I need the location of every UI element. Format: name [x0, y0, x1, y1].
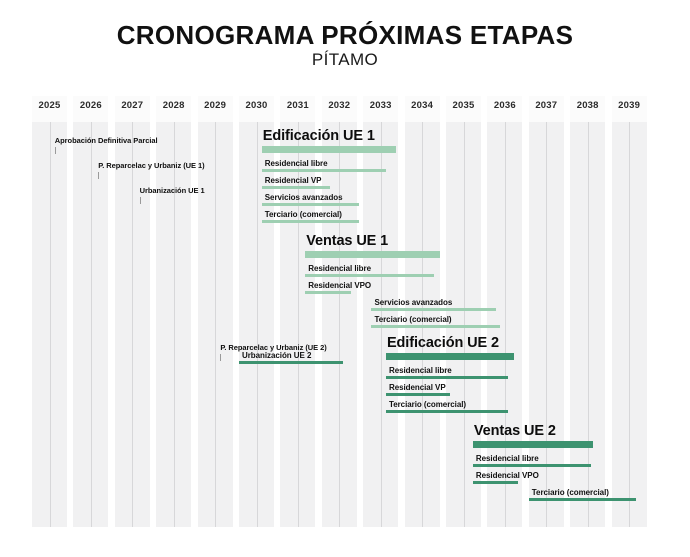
year-gridline [91, 122, 92, 527]
page-title: CRONOGRAMA PRÓXIMAS ETAPAS [116, 20, 574, 50]
task-label-1-3: Terciario (comercial) [374, 315, 452, 324]
task-label-2-0: Residencial libre [388, 366, 452, 375]
year-label-2025: 2025 [38, 100, 61, 111]
task-bar-0-2 [262, 203, 359, 206]
year-label-2032: 2032 [328, 100, 351, 111]
group-bar-3 [473, 441, 593, 448]
task-bar-3-0 [473, 464, 591, 467]
task-bar-0-3 [262, 220, 359, 223]
task-label-3-1: Residencial VPO [475, 471, 539, 480]
task-bar-1-2 [371, 308, 495, 311]
milestone-marker-2 [140, 197, 141, 204]
group-bar-0 [262, 146, 397, 153]
year-gridline [339, 122, 340, 527]
task-bar-0-0 [262, 169, 386, 172]
group-bar-1 [305, 251, 440, 258]
year-label-2039: 2039 [618, 100, 641, 111]
task-bar-0-1 [262, 186, 330, 189]
task-bar-3-1 [473, 481, 519, 484]
task-label-1-2: Servicios avanzados [374, 298, 453, 307]
task-label-2-1: Residencial VP [388, 383, 446, 392]
page-subtitle: PÍTAMO [311, 50, 379, 69]
year-label-2026: 2026 [79, 100, 102, 111]
task-label-0-0: Residencial libre [264, 159, 328, 168]
task-label-3-2: Terciario (comercial) [531, 488, 609, 497]
task-label-2-2: Terciario (comercial) [388, 400, 467, 409]
task-label-ue2-urb: Urbanización UE 2 [242, 351, 312, 360]
group-title-2: Edificación UE 2 [386, 335, 499, 351]
group-title-1: Ventas UE 1 [306, 233, 389, 249]
task-bar-2-2 [386, 410, 508, 413]
group-bar-2 [386, 353, 514, 360]
year-label-2036: 2036 [493, 100, 516, 111]
year-gridline [215, 122, 216, 527]
year-label-2027: 2027 [121, 100, 144, 111]
year-label-2037: 2037 [535, 100, 558, 111]
milestone-marker-3 [220, 354, 221, 361]
year-label-2033: 2033 [369, 100, 392, 111]
year-label-2035: 2035 [452, 100, 475, 111]
year-label-2029: 2029 [204, 100, 227, 111]
year-label-2034: 2034 [411, 100, 434, 111]
year-label-2038: 2038 [576, 100, 599, 111]
task-label-0-1: Residencial VP [264, 176, 322, 185]
milestone-label-2: Urbanización UE 1 [139, 186, 205, 195]
year-gridline [50, 122, 51, 527]
task-label-1-0: Residencial libre [308, 264, 371, 273]
group-title-0: Edificación UE 1 [262, 128, 375, 144]
task-bar-1-1 [305, 291, 351, 294]
year-label-2028: 2028 [162, 100, 185, 111]
year-label-2031: 2031 [286, 100, 309, 111]
year-gridline [257, 122, 258, 527]
year-gridline [132, 122, 133, 527]
task-label-1-1: Residencial VPO [308, 281, 372, 290]
task-bar-1-0 [305, 274, 433, 277]
task-label-3-0: Residencial libre [475, 454, 539, 463]
task-bar-3-2 [529, 498, 637, 501]
group-title-3: Ventas UE 2 [473, 423, 556, 439]
milestone-label-0: Aprobación Definitiva Parcial [54, 136, 158, 145]
milestone-marker-1 [98, 172, 99, 179]
task-label-0-3: Terciario (comercial) [264, 210, 342, 219]
task-bar-2-1 [386, 393, 450, 396]
year-gridline [629, 122, 630, 527]
task-bar-2-0 [386, 376, 508, 379]
task-bar-ue2-urb [239, 361, 343, 364]
milestone-label-3: P. Reparcelac y Urbaniz (UE 2) [220, 343, 327, 352]
year-gridline [174, 122, 175, 527]
milestone-label-1: P. Reparcelac y Urbaniz (UE 1) [98, 161, 205, 170]
milestone-marker-0 [55, 147, 56, 154]
year-label-2030: 2030 [245, 100, 268, 111]
task-label-0-2: Servicios avanzados [264, 193, 343, 202]
task-bar-1-3 [371, 325, 499, 328]
